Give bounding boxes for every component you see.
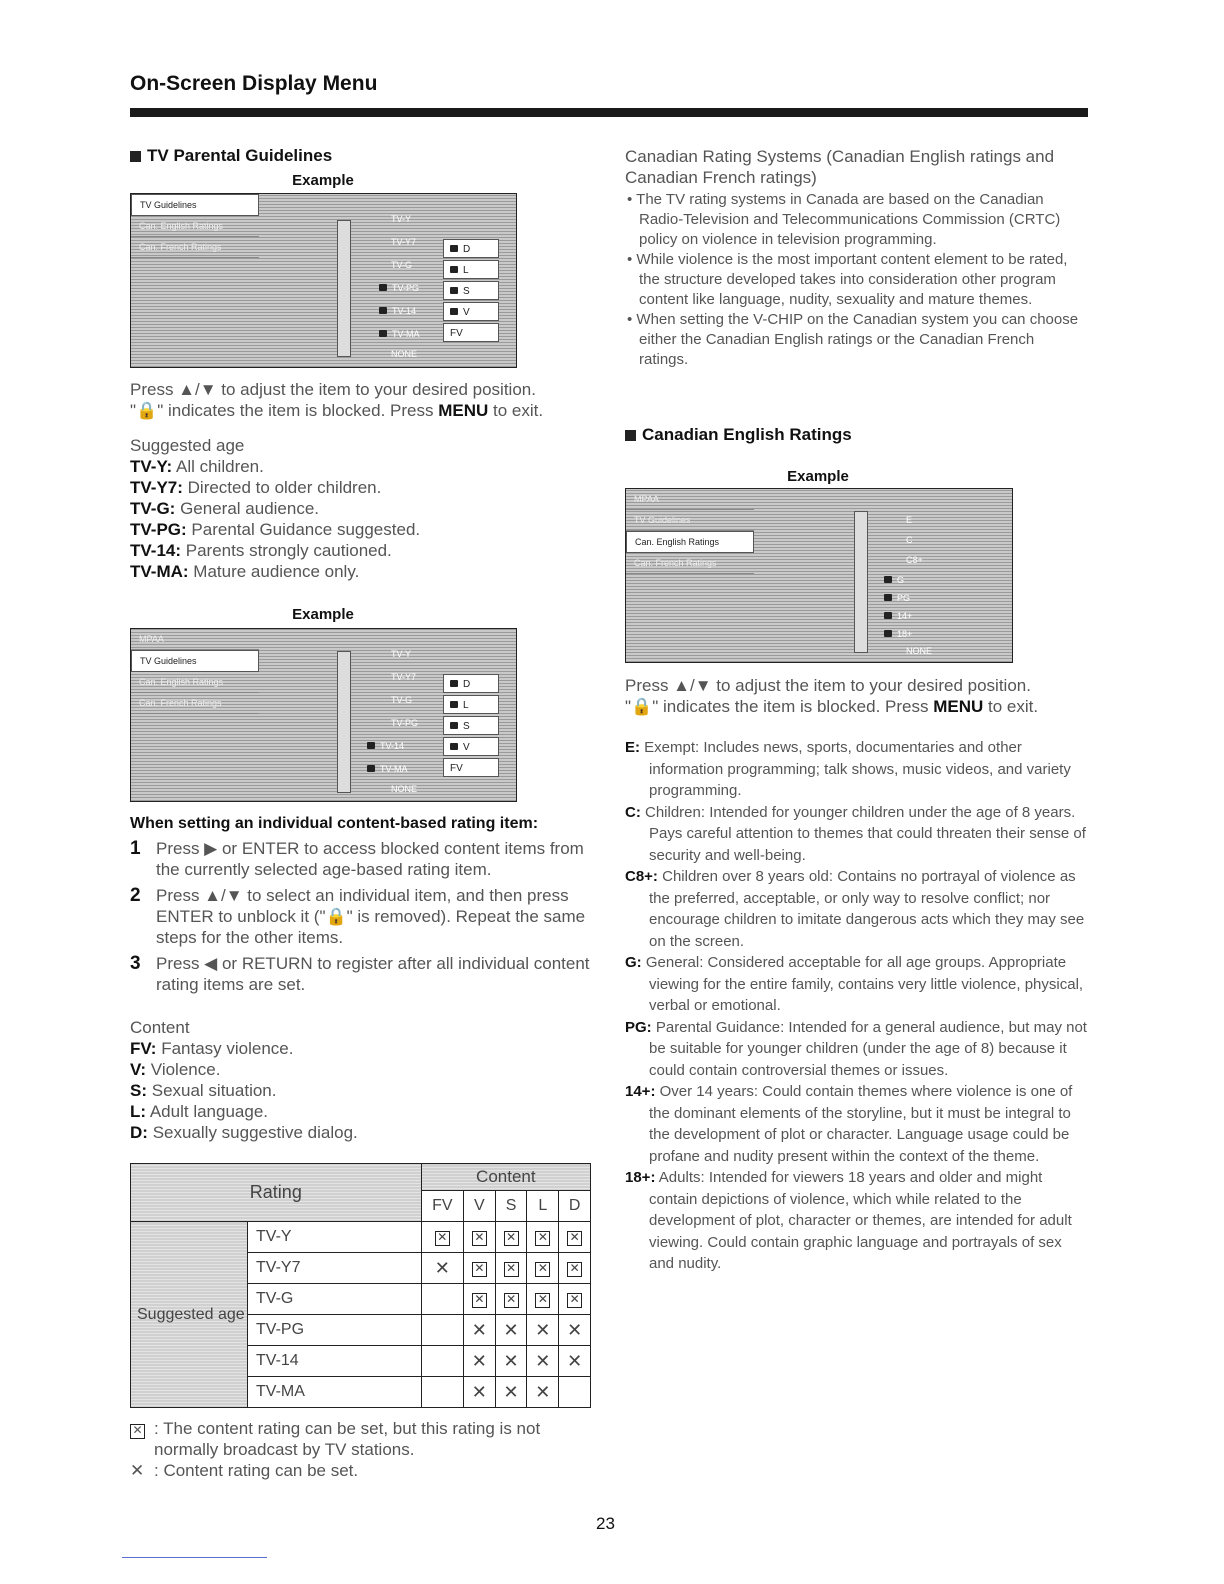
level-item: TV-G xyxy=(391,695,413,705)
x-mark-icon: ✕ xyxy=(434,1257,450,1278)
mark-cell xyxy=(495,1284,527,1315)
col-header: S xyxy=(495,1191,527,1222)
content-chip[interactable]: V xyxy=(443,302,499,321)
definition-item: G: General: Considered acceptable for all age groups. Appropriate viewing for the entire family, contains very little violence, physical, verbal or emotional. xyxy=(625,954,1084,1014)
rating-cell: TV-PG xyxy=(248,1315,422,1346)
definition-item: PG: Parental Guidance: Intended for a general audience, but may not be suitable for younger children (under the age of 8) because it could contain controversial themes or issues. xyxy=(625,1018,1087,1079)
page-header: On-Screen Display Menu xyxy=(130,72,378,95)
mark-cell xyxy=(495,1315,527,1346)
content-chip[interactable]: D xyxy=(443,239,499,258)
list-item: V: Violence. xyxy=(130,1060,221,1079)
press-line: "🔒" indicates the item is blocked. Press MENU to exit. xyxy=(130,401,544,420)
mark-cell xyxy=(527,1346,559,1377)
step-item: 1 Press ▶ or ENTER to access blocked content items from the currently selected age-based rating item. xyxy=(130,838,584,879)
mark-cell xyxy=(559,1284,591,1315)
content-chip[interactable]: L xyxy=(443,260,499,279)
list-item: L: Adult language. xyxy=(130,1102,268,1121)
level-item: C8+ xyxy=(906,555,923,565)
menu-item[interactable]: Can. English Ratings xyxy=(131,216,259,237)
mark-cell xyxy=(421,1222,463,1253)
level-item: TV-PG xyxy=(391,718,419,728)
definition-item: 18+: Adults: Intended for viewers 18 years and older and might contain depictions of violence, which while related to the development of plot, character or themes, are intended for adult viewing. Could contain graphic language and portrayals of sex and nudity. xyxy=(625,1169,1072,1272)
level-item: NONE xyxy=(391,784,418,794)
mark-cell xyxy=(559,1315,591,1346)
content-chip[interactable]: D xyxy=(443,674,499,693)
osd-menu xyxy=(131,194,259,258)
level-slider[interactable] xyxy=(337,220,351,357)
square-bullet-icon xyxy=(130,151,141,162)
boxed-x-icon: ✕ xyxy=(535,1231,550,1246)
mark-cell xyxy=(421,1284,463,1315)
lock-icon xyxy=(884,612,892,619)
intro-text: Canadian Rating Systems (Canadian English ratings and Canadian French ratings) xyxy=(625,147,1055,187)
example-label: Example xyxy=(292,606,354,623)
bullet-item: • The TV rating systems in Canada are based on the Canadian Radio-Television and Telecommunications Commission (CRTC) policy on violence in television programming. xyxy=(627,191,1061,248)
level-item: TV-PG xyxy=(379,283,419,293)
level-item: NONE xyxy=(906,646,933,656)
canadian-definitions xyxy=(625,737,1087,1275)
lock-icon xyxy=(367,742,375,749)
menu-item[interactable]: Can. French Ratings xyxy=(626,553,754,574)
mark-cell xyxy=(559,1377,591,1408)
bullet-list xyxy=(625,190,1085,370)
mark-cell xyxy=(527,1253,559,1284)
lock-icon xyxy=(450,245,458,252)
level-item: TV-Y7 xyxy=(391,237,417,247)
menu-item[interactable]: Can. English Ratings xyxy=(626,531,754,553)
list-item: D: Sexually suggestive dialog. xyxy=(130,1123,358,1142)
lock-icon xyxy=(367,765,375,772)
mark-cell xyxy=(559,1253,591,1284)
section-title: TV Parental Guidelines xyxy=(147,146,333,165)
canadian-english-heading: Canadian English Ratings xyxy=(625,425,852,445)
boxed-x-icon: ✕ xyxy=(130,1424,145,1439)
menu-item[interactable]: MPAA xyxy=(131,629,259,650)
bullet-item: • While violence is the most important content element to be rated, the structure developed takes into consideration other program content like language, nudity, sexuality and mature themes. xyxy=(627,251,1068,308)
when-heading: When setting an individual content-based rating item: xyxy=(130,815,539,832)
x-mark-icon: ✕ xyxy=(130,1461,145,1480)
definition-item: 14+: Over 14 years: Could contain themes where violence is one of the dominant elements of the storyline, but it must be integral to the development of plot or character. Language usage could be profane and nudity present within the context of the theme. xyxy=(625,1083,1073,1165)
mark-cell xyxy=(421,1315,463,1346)
level-item: NONE xyxy=(391,349,418,359)
mark-cell xyxy=(495,1222,527,1253)
bullet-item: • When setting the V-CHIP on the Canadian system you can choose either the Canadian English ratings or the Canadian French ratings. xyxy=(627,311,1079,368)
content-header: Content xyxy=(421,1164,590,1191)
col-header: D xyxy=(559,1191,591,1222)
list-item: FV: Fantasy violence. xyxy=(130,1039,294,1058)
suggested-age-list xyxy=(130,435,600,582)
content-rating-screen xyxy=(130,628,517,802)
lock-icon xyxy=(884,576,892,583)
lock-icon xyxy=(379,330,387,337)
content-chip[interactable]: FV xyxy=(443,758,499,777)
level-item: TV-MA xyxy=(379,329,420,339)
lock-icon xyxy=(450,743,458,750)
rating-cell: TV-Y7 xyxy=(248,1253,422,1284)
osd-menu xyxy=(626,489,754,574)
level-slider[interactable] xyxy=(337,651,351,793)
menu-item[interactable]: Can. English Ratings xyxy=(131,672,259,693)
steps-list xyxy=(130,838,596,995)
mark-cell xyxy=(463,1253,495,1284)
rating-header: Rating xyxy=(131,1164,422,1222)
content-chip[interactable]: FV xyxy=(443,323,499,342)
footer-line xyxy=(122,1557,267,1558)
mark-cell xyxy=(495,1346,527,1377)
press-line: "🔒" indicates the item is blocked. Press MENU to exit. xyxy=(625,697,1039,716)
rating-cell: TV-14 xyxy=(248,1346,422,1377)
press-line: Press ▲/▼ to adjust the item to your desired position. xyxy=(625,676,1031,695)
x-mark-icon: ✕ xyxy=(535,1381,551,1402)
list-item: TV-PG: Parental Guidance suggested. xyxy=(130,520,421,539)
mark-cell xyxy=(421,1253,463,1284)
col-header: FV xyxy=(421,1191,463,1222)
level-item: TV-G xyxy=(391,260,413,270)
square-bullet-icon xyxy=(625,430,636,441)
boxed-x-icon: ✕ xyxy=(567,1262,582,1277)
legend-item: ✕ : Content rating can be set. xyxy=(130,1461,359,1480)
list-item: TV-Y7: Directed to older children. xyxy=(130,478,382,497)
content-list xyxy=(130,1017,596,1143)
level-item: E xyxy=(906,515,913,525)
x-mark-icon: ✕ xyxy=(471,1381,487,1402)
rating-cell: TV-Y xyxy=(248,1222,422,1253)
step-item: 3 Press ◀ or RETURN to register after all individual content rating items are set. xyxy=(130,953,590,994)
mark-cell xyxy=(421,1377,463,1408)
level-item: TV-Y7 xyxy=(391,672,417,682)
boxed-x-icon: ✕ xyxy=(535,1293,550,1308)
boxed-x-icon: ✕ xyxy=(567,1231,582,1246)
list-item: TV-MA: Mature audience only. xyxy=(130,562,360,581)
col-header: L xyxy=(527,1191,559,1222)
content-chip[interactable]: V xyxy=(443,737,499,756)
definition-item: C8+: Children over 8 years old: Contains no portrayal of violence as the preferred, acceptable, or only way to resolve conflict; nor encourage children to imitate dangerous acts which they may see on the screen. xyxy=(625,868,1085,950)
boxed-x-icon: ✕ xyxy=(472,1262,487,1277)
page-number: 23 xyxy=(596,1514,615,1533)
x-mark-icon: ✕ xyxy=(567,1319,583,1340)
mark-cell xyxy=(463,1284,495,1315)
list-item: TV-G: General audience. xyxy=(130,499,320,518)
lock-icon xyxy=(450,266,458,273)
mark-cell xyxy=(559,1346,591,1377)
content-chip[interactable]: L xyxy=(443,695,499,714)
mark-cell xyxy=(495,1253,527,1284)
content-chip[interactable]: S xyxy=(443,716,499,735)
x-mark-icon: ✕ xyxy=(567,1350,583,1371)
header-rule xyxy=(130,108,1088,117)
menu-item[interactable]: MPAA xyxy=(626,489,754,510)
canadian-intro xyxy=(625,146,1085,370)
lock-icon xyxy=(884,630,892,637)
x-mark-icon: ✕ xyxy=(503,1319,519,1340)
osd-menu xyxy=(131,629,259,714)
definition-item: E: Exempt: Includes news, sports, documentaries and other information programming; talk shows, music videos, and variety programming. xyxy=(625,739,1071,799)
rating-cell: TV-G xyxy=(248,1284,422,1315)
boxed-x-icon: ✕ xyxy=(435,1231,450,1246)
level-item: PG xyxy=(884,593,910,603)
lock-icon xyxy=(450,308,458,315)
table-legend xyxy=(130,1418,600,1481)
x-mark-icon: ✕ xyxy=(535,1350,551,1371)
mark-cell xyxy=(463,1377,495,1408)
mark-cell xyxy=(527,1284,559,1315)
list-item: TV-14: Parents strongly cautioned. xyxy=(130,541,392,560)
menu-item[interactable]: TV Guidelines xyxy=(626,510,754,531)
menu-item[interactable]: Can. French Ratings xyxy=(131,693,259,714)
level-item: TV-MA xyxy=(367,764,408,774)
boxed-x-icon: ✕ xyxy=(504,1262,519,1277)
boxed-x-icon: ✕ xyxy=(472,1293,487,1308)
menu-item[interactable]: TV Guidelines xyxy=(131,650,259,672)
list-title: Suggested age xyxy=(130,436,245,455)
press-instructions-2 xyxy=(625,675,1095,717)
list-item: TV-Y: All children. xyxy=(130,457,264,476)
x-mark-icon: ✕ xyxy=(535,1319,551,1340)
tv-guidelines-heading xyxy=(130,146,332,166)
mark-cell xyxy=(495,1377,527,1408)
mark-cell xyxy=(527,1222,559,1253)
mark-cell xyxy=(559,1222,591,1253)
level-item: 18+ xyxy=(884,629,912,639)
press-line: Press ▲/▼ to adjust the item to your desired position. xyxy=(130,380,536,399)
col-header: V xyxy=(463,1191,495,1222)
content-chip[interactable]: S xyxy=(443,281,499,300)
mark-cell xyxy=(463,1315,495,1346)
level-item: 14+ xyxy=(884,611,912,621)
boxed-x-icon: ✕ xyxy=(504,1293,519,1308)
level-item: C xyxy=(906,535,913,545)
lock-icon xyxy=(379,284,387,291)
menu-item[interactable]: Can. French Ratings xyxy=(131,237,259,258)
suggested-age-cell: Suggested age xyxy=(131,1222,248,1408)
boxed-x-icon: ✕ xyxy=(504,1231,519,1246)
example-label: Example xyxy=(787,468,849,485)
boxed-x-icon: ✕ xyxy=(535,1262,550,1277)
level-item: TV-Y xyxy=(391,649,412,659)
level-item: TV-14 xyxy=(367,741,404,751)
list-item: S: Sexual situation. xyxy=(130,1081,277,1100)
boxed-x-icon: ✕ xyxy=(567,1293,582,1308)
table-row xyxy=(131,1222,591,1253)
lock-icon xyxy=(450,680,458,687)
step-item: 2 Press ▲/▼ to select an individual item, and then press ENTER to unblock it ("🔒" is removed). Repeat the same steps for the other items. xyxy=(130,885,586,947)
example-label: Example xyxy=(292,172,354,189)
list-title: Content xyxy=(130,1018,190,1037)
rating-table xyxy=(130,1163,591,1408)
tv-guidelines-screen xyxy=(130,193,517,368)
press-instructions-1 xyxy=(130,379,600,421)
x-mark-icon: ✕ xyxy=(471,1319,487,1340)
canadian-english-screen xyxy=(625,488,1013,663)
x-mark-icon: ✕ xyxy=(503,1381,519,1402)
legend-item: ✕ : The content rating can be set, but this rating is not normally broadcast by TV stations. xyxy=(130,1418,600,1460)
lock-icon xyxy=(379,307,387,314)
mark-cell xyxy=(527,1315,559,1346)
lock-icon xyxy=(450,287,458,294)
mark-cell xyxy=(463,1222,495,1253)
mark-cell xyxy=(421,1346,463,1377)
lock-icon xyxy=(450,701,458,708)
level-item: TV-Y xyxy=(391,214,412,224)
menu-item[interactable]: TV Guidelines xyxy=(131,194,259,216)
x-mark-icon: ✕ xyxy=(471,1350,487,1371)
level-item: G xyxy=(884,575,904,585)
definition-item: C: Children: Intended for younger children under the age of 8 years. Pays careful attention to themes that could threaten their sense of security and well-being. xyxy=(625,803,1086,864)
level-slider[interactable] xyxy=(854,511,868,653)
x-mark-icon: ✕ xyxy=(503,1350,519,1371)
level-item: TV-14 xyxy=(379,306,416,316)
mark-cell xyxy=(463,1346,495,1377)
rating-cell: TV-MA xyxy=(248,1377,422,1408)
lock-icon xyxy=(884,594,892,601)
boxed-x-icon: ✕ xyxy=(472,1231,487,1246)
lock-icon xyxy=(450,722,458,729)
mark-cell xyxy=(527,1377,559,1408)
